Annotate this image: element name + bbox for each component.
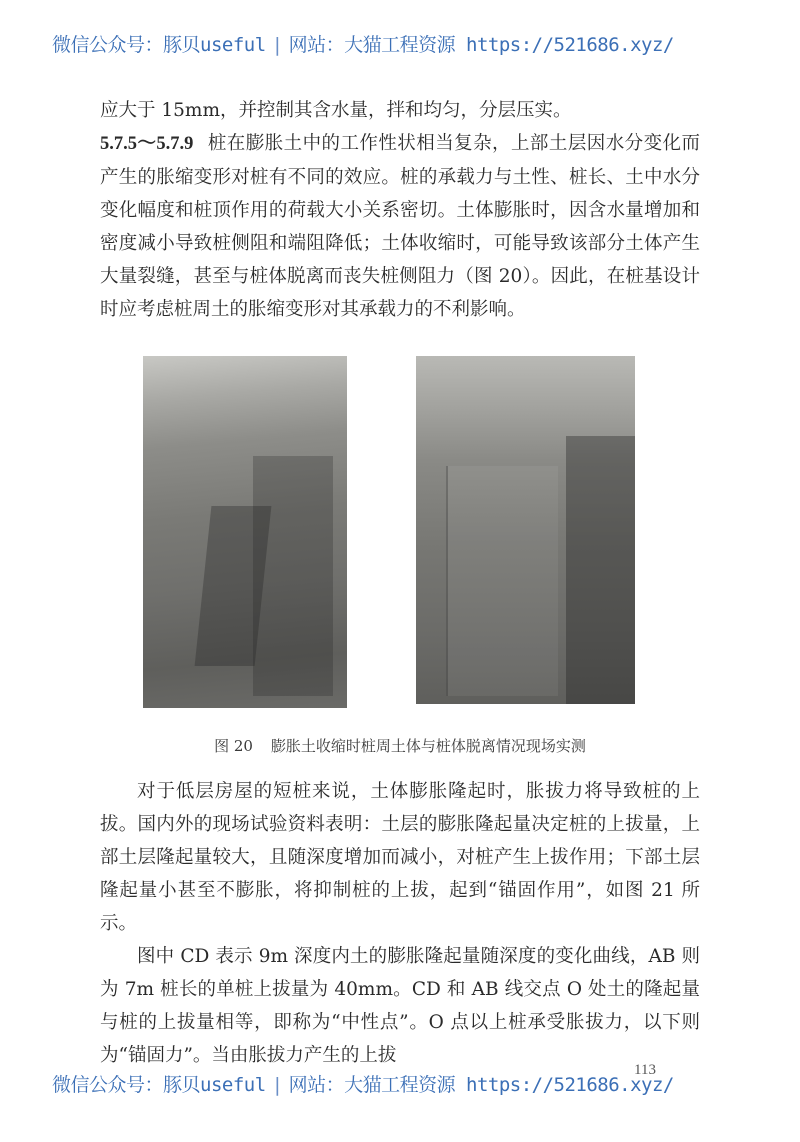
watermark-site: 网站：大猫工程资源 https://521686.xyz/: [288, 1074, 674, 1096]
watermark-footer: [52, 1070, 674, 1097]
watermark-wechat: 微信公众号：豚贝useful: [52, 1074, 266, 1096]
figure-caption: [0, 735, 800, 756]
photo-pile-shadow: [253, 456, 333, 696]
watermark-wechat: 微信公众号：豚贝useful: [52, 34, 266, 56]
section-number: 5.7.5～5.7.9: [100, 134, 194, 154]
paragraph-2: [100, 127, 700, 326]
watermark-separator: |: [271, 34, 283, 56]
figure-caption-text: 膨胀土收缩时桩周土体与桩体脱离情况现场实测: [270, 737, 586, 755]
paragraph-4: 图中 CD 表示 9m 深度内土的膨胀隆起量随深度的变化曲线，AB 则为 7m 桩长的单桩上拔量为 40mm。CD 和 AB 线交点 O 处土的隆起量与桩的上拔量相等，即称为“中性点”。O 点以上桩承受胀拔力，以下则为“锚固力”。当由胀拔力产生的上拔: [100, 946, 700, 1066]
watermark-header: [52, 30, 674, 57]
paragraph-2-text: 桩在膨胀土中的工作性状相当复杂，上部土层因水分变化而产生的胀缩变形对桩有不同的效应。桩的承载力与土性、桩长、土中水分变化幅度和桩顶作用的荷载大小关系密切。土体膨胀时，因含水量增加和密度减小导致桩侧阻和端阻降低；土体收缩时，可能导致该部分土体产生大量裂缝，甚至与桩体脱离而丧失桩侧阻力（图 20）。因此，在桩基设计时应考虑桩周土的胀缩变形对其承载力的不利影响。: [100, 133, 700, 320]
figure-number: 图 20: [214, 737, 253, 755]
watermark-site: 网站：大猫工程资源 https://521686.xyz/: [288, 34, 674, 56]
photo-trench-wall: [566, 436, 635, 704]
figure-photo-right: [416, 356, 635, 704]
photo-pile-body: [446, 466, 558, 696]
page-number: 113: [634, 1062, 656, 1078]
watermark-separator: |: [271, 1074, 283, 1096]
paragraph-3: 对于低层房屋的短桩来说，土体膨胀隆起时，胀拔力将导致桩的上拔。国内外的现场试验资料表明：土层的膨胀隆起量决定桩的上拔量，上部土层隆起量较大，且随深度增加而减小，对桩产生上拔作用；下部土层隆起量小甚至不膨胀，将抑制桩的上拔，起到“锚固作用”，如图 21 所示。: [100, 781, 700, 934]
figure-photo-left: [143, 356, 347, 708]
paragraph-1: 应大于 15mm，并控制其含水量，拌和均匀，分层压实。: [100, 100, 572, 121]
